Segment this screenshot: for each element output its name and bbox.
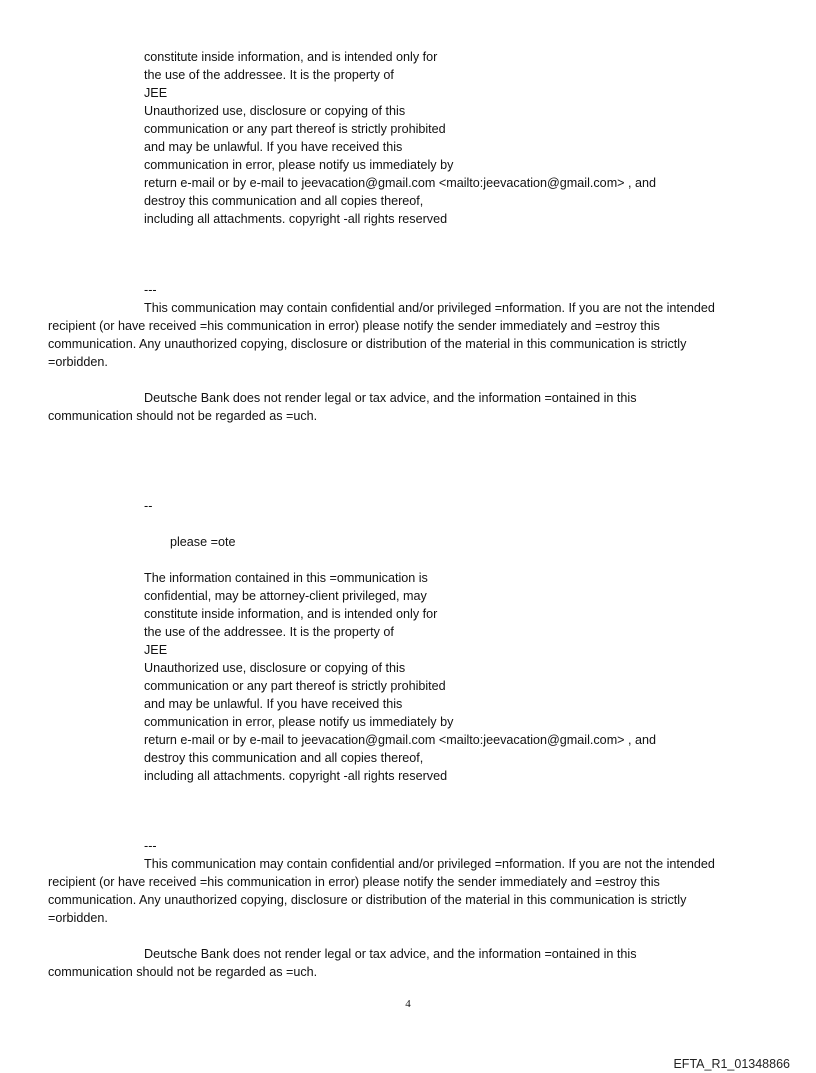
notice-line: including all attachments. copyright -all rights reserved [144,769,448,783]
notice-line: the use of the addressee. It is the property of [144,625,394,639]
notice-line: The information contained in this =ommunication is [144,571,428,585]
notice-line: communication or any part thereof is strictly prohibited [144,122,446,136]
notice-line: including all attachments. copyright -all rights reserved [144,212,448,226]
notice-line: communication or any part thereof is strictly prohibited [144,679,446,693]
disclaimer-line: recipient (or have received =his communication in error) please notify the sender immediately and =estroy this [48,875,660,889]
disclaimer-line: Deutsche Bank does not render legal or tax advice, and the information =ontained in this [144,947,637,961]
notice-line: constitute inside information, and is intended only for [144,607,438,621]
disclaimer-line: recipient (or have received =his communication in error) please notify the sender immediately and =estroy this [48,319,660,333]
notice-line: return e-mail or by e-mail to jeevacation@gmail.com <mailto:jeevacation@gmail.com> , and [144,733,657,747]
disclaimer-line: =orbidden. [48,355,108,369]
separator: -- [144,499,153,513]
notice-line: return e-mail or by e-mail to jeevacation@gmail.com <mailto:jeevacation@gmail.com> , and [144,176,657,190]
notice-line: constitute inside information, and is intended only for [144,50,438,64]
disclaimer-line: This communication may contain confidential and/or privileged =nformation. If you are not the intended [144,857,715,871]
notice-line: Unauthorized use, disclosure or copying of this [144,661,406,675]
notice-line: communication in error, please notify us immediately by [144,158,454,172]
notice-line: JEE [144,643,168,657]
bates-number: EFTA_R1_01348866 [673,1057,790,1071]
notice-line: JEE [144,86,168,100]
note-heading: please =ote [170,535,236,549]
separator: --- [144,839,157,853]
page-number: 4 [405,998,411,1010]
separator: --- [144,283,157,297]
disclaimer-line: communication. Any unauthorized copying, disclosure or distribution of the material in this communication is strictly [48,893,687,907]
disclaimer-line: communication should not be regarded as =uch. [48,409,318,423]
notice-line: the use of the addressee. It is the property of [144,68,394,82]
notice-line: destroy this communication and all copies thereof, [144,194,424,208]
disclaimer-line: =orbidden. [48,911,108,925]
notice-line: and may be unlawful. If you have received this [144,140,403,154]
notice-line: communication in error, please notify us immediately by [144,715,454,729]
disclaimer-line: communication should not be regarded as =uch. [48,965,318,979]
disclaimer-line: Deutsche Bank does not render legal or tax advice, and the information =ontained in this [144,391,637,405]
disclaimer-line: communication. Any unauthorized copying, disclosure or distribution of the material in this communication is strictly [48,337,687,351]
notice-line: and may be unlawful. If you have received this [144,697,403,711]
notice-line: destroy this communication and all copies thereof, [144,751,424,765]
notice-line: Unauthorized use, disclosure or copying of this [144,104,406,118]
disclaimer-line: This communication may contain confidential and/or privileged =nformation. If you are not the intended [144,301,715,315]
notice-line: confidential, may be attorney-client privileged, may [144,589,427,603]
